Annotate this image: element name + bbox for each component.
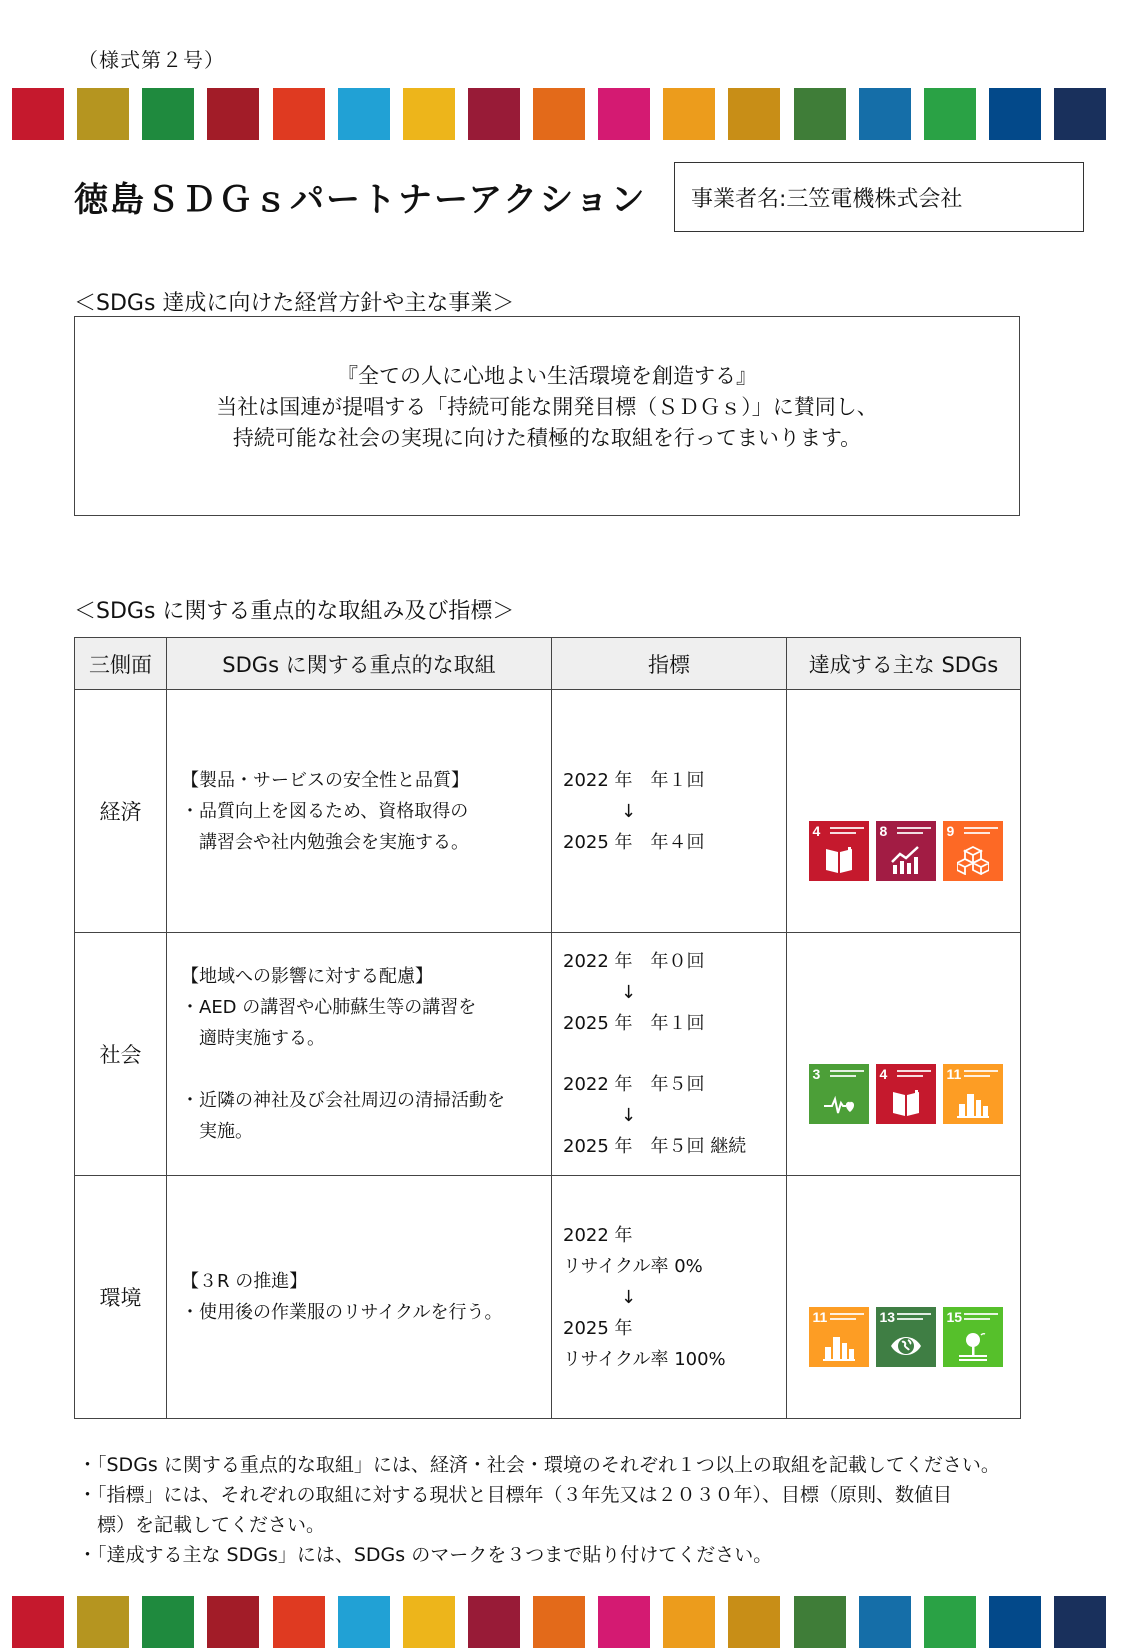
- color-square: [924, 1596, 976, 1648]
- page-title: 徳島ＳＤＧｓパートナーアクション: [74, 180, 647, 220]
- spacer: [181, 1054, 551, 1085]
- sdg-goal-3-icon: [809, 1064, 869, 1124]
- goals-cell: [787, 690, 1021, 933]
- goals-cell: [787, 933, 1021, 1176]
- goals-cell: [787, 1176, 1021, 1419]
- sdg-caption-bar: [964, 827, 998, 829]
- note-line: ・「達成する主な SDGs」には、SDGs のマークを３つまで貼り付けてください。: [78, 1544, 773, 1566]
- indicator-cell: [552, 690, 787, 933]
- indicator-cell: [552, 1176, 787, 1419]
- color-square: [12, 1596, 64, 1648]
- sdg-caption-bar: [830, 1075, 856, 1077]
- header-effort: SDGs に関する重点的な取組: [167, 638, 552, 690]
- effort-line: 【製品・サービスの安全性と品質】: [181, 769, 469, 791]
- sdg-goal-11-icon: [809, 1307, 869, 1367]
- sdg-caption-bar: [830, 1318, 856, 1320]
- color-square: [794, 88, 846, 140]
- sdg-caption-bar: [897, 1070, 931, 1072]
- sdg-caption-bar: [830, 1313, 864, 1315]
- color-square: [142, 1596, 194, 1648]
- indicator-line: 2025 年: [563, 1317, 633, 1339]
- color-square: [728, 88, 780, 140]
- sdg-goal-15-icon: [943, 1307, 1003, 1367]
- sdg-goal-number: 15: [946, 1309, 963, 1325]
- city-icon: [957, 1088, 989, 1118]
- sdg-goal-number: 4: [879, 1066, 888, 1082]
- aspect-cell: 社会: [75, 933, 167, 1176]
- company-name-box: [674, 162, 1084, 232]
- company-name: 事業者名:三笠電機株式会社: [691, 186, 963, 212]
- book-icon: [890, 1088, 922, 1118]
- earth-eye-icon: [890, 1331, 922, 1361]
- color-square: [598, 88, 650, 140]
- indicator-line: 2022 年 年５回: [563, 1074, 705, 1095]
- table-row: [75, 690, 1021, 933]
- indicator-line: リサイクル率 0%: [563, 1255, 703, 1277]
- indicator-line: 2025 年 年１回: [563, 1013, 705, 1034]
- color-square: [663, 88, 715, 140]
- sdg-caption-bar: [964, 832, 990, 834]
- effort-cell: [167, 933, 552, 1176]
- note-line: ・「指標」には、それぞれの取組に対する現状と目標年（３年先又は２０３０年）、目標（原則、数値目: [78, 1484, 953, 1506]
- sdg-caption-bar: [830, 832, 856, 834]
- effort-line: ・品質向上を図るため、資格取得の: [181, 800, 469, 822]
- color-square: [533, 88, 585, 140]
- table-header-row: [75, 638, 1021, 690]
- color-square: [533, 1596, 585, 1648]
- color-square: [1054, 88, 1106, 140]
- policy-line: 当社は国連が提唱する「持続可能な開発目標（ＳＤＧｓ）」に賛同し、: [216, 394, 878, 419]
- sdg-goal-4-icon: [809, 821, 869, 881]
- color-square: [338, 88, 390, 140]
- sdg-goal-number: 8: [879, 823, 888, 839]
- table-row: [75, 933, 1021, 1176]
- indicator-line: 2022 年 年０回: [563, 951, 705, 972]
- sdg-icon-row: [787, 1064, 1020, 1124]
- effort-line: ・使用後の作業服のリサイクルを行う。: [181, 1302, 503, 1323]
- color-square: [728, 1596, 780, 1648]
- sdg-goal-8-icon: [876, 821, 936, 881]
- sdg-goal-4-icon: [876, 1064, 936, 1124]
- sdg-caption-bar: [964, 1313, 998, 1315]
- effort-line: 【３R の推進】: [181, 1271, 308, 1292]
- color-square: [142, 88, 194, 140]
- policy-heading: ＜SDGs 達成に向けた経営方針や主な事業＞: [74, 291, 515, 316]
- actions-table: [74, 637, 1021, 1419]
- sdg-caption-bar: [964, 1075, 990, 1077]
- table-body: [75, 690, 1021, 1419]
- policy-line: 持続可能な社会の実現に向けた積極的な取組を行ってまいります。: [232, 425, 862, 450]
- book-icon: [823, 845, 855, 875]
- color-square: [598, 1596, 650, 1648]
- note-line: ・「SDGs に関する重点的な取組」には、経済・社会・環境のそれぞれ１つ以上の取組を記載してください。: [78, 1454, 1000, 1476]
- indicator-line: 2025 年 年５回 継続: [563, 1136, 747, 1157]
- indicator-line: 2022 年 年１回: [563, 769, 705, 791]
- sdg-caption-bar: [964, 1318, 990, 1320]
- header-aspect: 三側面: [75, 638, 167, 690]
- color-square: [403, 88, 455, 140]
- policy-line: 『全ての人に心地よい生活環境を創造する』: [337, 363, 757, 388]
- indicator-line: 2022 年: [563, 1224, 633, 1246]
- sdg-goal-number: 11: [812, 1309, 828, 1325]
- aspect-cell: 環境: [75, 1176, 167, 1419]
- policy-box: [74, 316, 1020, 516]
- effort-cell: [167, 1176, 552, 1419]
- color-square: [989, 88, 1041, 140]
- form-number: （様式第２号）: [78, 48, 225, 72]
- color-square: [924, 88, 976, 140]
- sdg-caption-bar: [897, 1313, 931, 1315]
- indicator-line: リサイクル率 100%: [563, 1348, 726, 1370]
- color-square: [468, 1596, 520, 1648]
- top-color-strip: [12, 88, 1106, 140]
- sdg-goal-9-icon: [943, 821, 1003, 881]
- color-square: [794, 1596, 846, 1648]
- tree-icon: [957, 1331, 989, 1361]
- note-line: 標）を記載してください。: [78, 1514, 326, 1536]
- sdg-goal-11-icon: [943, 1064, 1003, 1124]
- color-square: [989, 1596, 1041, 1648]
- color-square: [663, 1596, 715, 1648]
- indicator-line: 2025 年 年４回: [563, 831, 705, 853]
- growth-chart-icon: [890, 845, 922, 875]
- sdg-caption-bar: [830, 1070, 864, 1072]
- color-square: [273, 1596, 325, 1648]
- sdg-icon-row: [787, 1307, 1020, 1367]
- spacer: [563, 1039, 786, 1069]
- sdg-caption-bar: [897, 1318, 923, 1320]
- effort-line: 実施。: [181, 1121, 253, 1142]
- down-arrow: ↓: [621, 1286, 637, 1308]
- sdg-goal-number: 13: [879, 1309, 896, 1325]
- cubes-icon: [957, 845, 989, 875]
- color-square: [859, 88, 911, 140]
- effort-line: 適時実施する。: [181, 1028, 325, 1049]
- notes: [78, 1450, 1000, 1570]
- color-square: [273, 88, 325, 140]
- aspect-cell: 経済: [75, 690, 167, 933]
- sdg-caption-bar: [897, 1075, 923, 1077]
- down-arrow: ↓: [621, 1105, 637, 1126]
- actions-heading: ＜SDGs に関する重点的な取組み及び指標＞: [74, 599, 515, 624]
- effort-line: ・AED の講習や心肺蘇生等の講習を: [181, 997, 477, 1018]
- heartbeat-icon: [823, 1088, 855, 1118]
- color-square: [859, 1596, 911, 1648]
- bottom-color-strip: [12, 1596, 1106, 1648]
- sdg-caption-bar: [830, 827, 864, 829]
- sdg-goal-number: 9: [946, 823, 955, 839]
- color-square: [338, 1596, 390, 1648]
- city-icon: [823, 1331, 855, 1361]
- sdg-caption-bar: [897, 827, 931, 829]
- color-square: [77, 1596, 129, 1648]
- effort-line: ・近隣の神社及び会社周辺の清掃活動を: [181, 1090, 505, 1111]
- down-arrow: ↓: [621, 800, 637, 822]
- sdg-caption-bar: [964, 1070, 998, 1072]
- sdg-goal-number: 11: [946, 1066, 962, 1082]
- color-square: [77, 88, 129, 140]
- header-indicator: 指標: [552, 638, 787, 690]
- effort-line: 講習会や社内勉強会を実施する。: [181, 831, 469, 853]
- color-square: [468, 88, 520, 140]
- sdg-icon-row: [787, 821, 1020, 881]
- effort-cell: [167, 690, 552, 933]
- sdg-goal-13-icon: [876, 1307, 936, 1367]
- sdg-goal-number: 3: [812, 1066, 821, 1082]
- sdg-caption-bar: [897, 832, 923, 834]
- color-square: [403, 1596, 455, 1648]
- color-square: [12, 88, 64, 140]
- color-square: [207, 88, 259, 140]
- color-square: [1054, 1596, 1106, 1648]
- sdg-goal-number: 4: [812, 823, 821, 839]
- down-arrow: ↓: [621, 982, 637, 1003]
- color-square: [207, 1596, 259, 1648]
- effort-line: 【地域への影響に対する配慮】: [181, 966, 433, 987]
- header-goals: 達成する主な SDGs: [787, 638, 1021, 690]
- table-row: [75, 1176, 1021, 1419]
- indicator-cell: [552, 933, 787, 1176]
